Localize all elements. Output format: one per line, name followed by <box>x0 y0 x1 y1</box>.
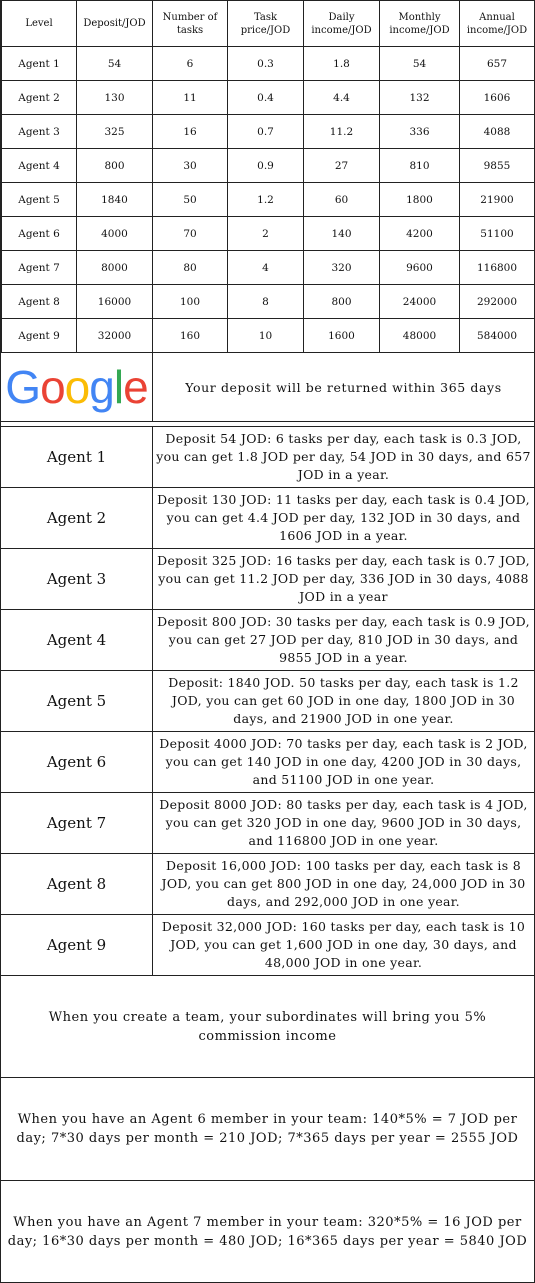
agent-description: Deposit 4000 JOD: 70 tasks per day, each task is 2 JOD, you can get 140 JOD in one day, 4200 JOD in 30 days, and 51100 JOD in one year. <box>159 736 528 787</box>
cell-level: Agent 4 <box>2 149 77 183</box>
cell-daily: 1.8 <box>304 47 380 81</box>
google-banner <box>1 353 534 422</box>
agent-detail-row <box>1 732 534 793</box>
cell-annual: 51100 <box>460 217 535 251</box>
cell-level: Agent 2 <box>2 81 77 115</box>
cell-monthly: 24000 <box>380 285 460 319</box>
logo-letter: o <box>40 361 65 413</box>
agent-description: Deposit 32,000 JOD: 160 tasks per day, each task is 10 JOD, you can get 1,600 JOD in one day, 30 days, and 48,000 JOD in one year. <box>161 919 526 970</box>
cell-annual: 9855 <box>460 149 535 183</box>
cell-task-price: 4 <box>228 251 304 285</box>
agent-name: Agent 8 <box>1 854 153 914</box>
income-table <box>1 0 535 353</box>
table-row <box>2 183 535 217</box>
cell-tasks: 100 <box>153 285 228 319</box>
cell-deposit: 16000 <box>77 285 153 319</box>
agent-name: Agent 6 <box>1 732 153 792</box>
google-logo <box>5 361 148 413</box>
cell-task-price: 1.2 <box>228 183 304 217</box>
header-tasks: Number of tasks <box>153 1 228 47</box>
cell-tasks: 160 <box>153 319 228 353</box>
logo-letter: G <box>5 361 41 413</box>
cell-deposit: 325 <box>77 115 153 149</box>
cell-level: Agent 1 <box>2 47 77 81</box>
cell-annual: 21900 <box>460 183 535 217</box>
agent-detail-row <box>1 488 534 549</box>
cell-annual: 116800 <box>460 251 535 285</box>
agent-detail-row <box>1 671 534 732</box>
cell-deposit: 4000 <box>77 217 153 251</box>
agent-name: Agent 2 <box>1 488 153 548</box>
header-daily-income: Daily income/JOD <box>304 1 380 47</box>
cell-annual: 584000 <box>460 319 535 353</box>
agent-name: Agent 4 <box>1 610 153 670</box>
cell-monthly: 336 <box>380 115 460 149</box>
cell-tasks: 50 <box>153 183 228 217</box>
cell-level: Agent 5 <box>2 183 77 217</box>
agent-description: Deposit 130 JOD: 11 tasks per day, each task is 0.4 JOD, you can get 4.4 JOD per day, 132 JOD in 30 days, and 1606 JOD in a year. <box>157 492 530 543</box>
logo-letter: e <box>123 361 148 413</box>
agent-name: Agent 9 <box>1 915 153 975</box>
agent-description: Deposit 54 JOD: 6 tasks per day, each task is 0.3 JOD, you can get 1.8 JOD per day, 54 JOD in 30 days, and 657 JOD in a year. <box>156 431 531 482</box>
agent-detail-row <box>1 915 534 976</box>
cell-daily: 4.4 <box>304 81 380 115</box>
table-header-row <box>2 1 535 47</box>
cell-task-price: 2 <box>228 217 304 251</box>
agent-description: Deposit: 1840 JOD. 50 tasks per day, each task is 1.2 JOD, you can get 60 JOD in one day, 1800 JOD in 30 days, and 21900 JOD in one year. <box>168 675 519 726</box>
table-row <box>2 149 535 183</box>
agent-detail-row <box>1 793 534 854</box>
cell-tasks: 30 <box>153 149 228 183</box>
cell-daily: 800 <box>304 285 380 319</box>
cell-deposit: 1840 <box>77 183 153 217</box>
agent-detail-row <box>1 427 534 488</box>
agent-description: Deposit 16,000 JOD: 100 tasks per day, each task is 8 JOD, you can get 800 JOD in one day, 24,000 JOD in 30 days, and 292,000 JOD in one year. <box>161 858 526 909</box>
cell-monthly: 4200 <box>380 217 460 251</box>
agent-description: Deposit 800 JOD: 30 tasks per day, each task is 0.9 JOD, you can get 27 JOD per day, 810 JOD in 30 days, and 9855 JOD in a year. <box>157 614 530 665</box>
cell-level: Agent 8 <box>2 285 77 319</box>
agent7-team-example: When you have an Agent 7 member in your team: 320*5% = 16 JOD per day; 16*30 days per month = 480 JOD; 16*365 days per year = 5840 JOD <box>1 1181 534 1283</box>
cell-daily: 11.2 <box>304 115 380 149</box>
cell-monthly: 9600 <box>380 251 460 285</box>
cell-annual: 657 <box>460 47 535 81</box>
logo-letter: o <box>64 361 90 413</box>
table-row <box>2 319 535 353</box>
agent6-team-example: When you have an Agent 6 member in your team: 140*5% = 7 JOD per day; 7*30 days per month = 210 JOD; 7*365 days per year = 2555 JOD <box>1 1078 534 1181</box>
cell-task-price: 0.3 <box>228 47 304 81</box>
team-commission-note: When you create a team, your subordinates will bring you 5% commission income <box>1 976 534 1078</box>
agent-name: Agent 3 <box>1 549 153 609</box>
table-row <box>2 285 535 319</box>
cell-monthly: 48000 <box>380 319 460 353</box>
cell-deposit: 8000 <box>77 251 153 285</box>
logo-letter: g <box>89 361 114 413</box>
cell-level: Agent 6 <box>2 217 77 251</box>
cell-deposit: 800 <box>77 149 153 183</box>
cell-tasks: 16 <box>153 115 228 149</box>
agent-detail-row <box>1 610 534 671</box>
cell-monthly: 1800 <box>380 183 460 217</box>
cell-tasks: 70 <box>153 217 228 251</box>
cell-annual: 1606 <box>460 81 535 115</box>
deposit-return-note: Your deposit will be returned within 365 days <box>185 379 502 395</box>
cell-deposit: 54 <box>77 47 153 81</box>
cell-task-price: 0.9 <box>228 149 304 183</box>
google-logo-cell <box>1 353 153 421</box>
agent-detail-row <box>1 854 534 915</box>
table-row <box>2 81 535 115</box>
agent-description: Deposit 325 JOD: 16 tasks per day, each task is 0.7 JOD, you can get 11.2 JOD per day, 336 JOD in 30 days, 4088 JOD in a year <box>157 553 530 604</box>
cell-level: Agent 7 <box>2 251 77 285</box>
agent-description: Deposit 8000 JOD: 80 tasks per day, each task is 4 JOD, you can get 320 JOD in one day, 9600 JOD in 30 days, and 116800 JOD in one year. <box>159 797 528 848</box>
agent-detail-row <box>1 549 534 610</box>
header-deposit: Deposit/JOD <box>77 1 153 47</box>
cell-daily: 27 <box>304 149 380 183</box>
cell-deposit: 32000 <box>77 319 153 353</box>
cell-task-price: 0.7 <box>228 115 304 149</box>
table-row <box>2 217 535 251</box>
header-annual-income: Annual income/JOD <box>460 1 535 47</box>
cell-task-price: 10 <box>228 319 304 353</box>
agent-name: Agent 5 <box>1 671 153 731</box>
cell-monthly: 132 <box>380 81 460 115</box>
cell-monthly: 54 <box>380 47 460 81</box>
cell-annual: 292000 <box>460 285 535 319</box>
header-level: Level <box>2 1 77 47</box>
table-row <box>2 47 535 81</box>
cell-daily: 140 <box>304 217 380 251</box>
table-row <box>2 115 535 149</box>
cell-level: Agent 3 <box>2 115 77 149</box>
header-task-price: Task price/JOD <box>228 1 304 47</box>
cell-daily: 320 <box>304 251 380 285</box>
cell-daily: 60 <box>304 183 380 217</box>
cell-tasks: 11 <box>153 81 228 115</box>
cell-monthly: 810 <box>380 149 460 183</box>
cell-tasks: 6 <box>153 47 228 81</box>
cell-daily: 1600 <box>304 319 380 353</box>
cell-annual: 4088 <box>460 115 535 149</box>
cell-deposit: 130 <box>77 81 153 115</box>
cell-task-price: 0.4 <box>228 81 304 115</box>
agent-name: Agent 1 <box>1 427 153 487</box>
cell-task-price: 8 <box>228 285 304 319</box>
header-monthly-income: Monthly income/JOD <box>380 1 460 47</box>
cell-level: Agent 9 <box>2 319 77 353</box>
agent-name: Agent 7 <box>1 793 153 853</box>
cell-tasks: 80 <box>153 251 228 285</box>
logo-letter: l <box>113 361 124 413</box>
table-row <box>2 251 535 285</box>
